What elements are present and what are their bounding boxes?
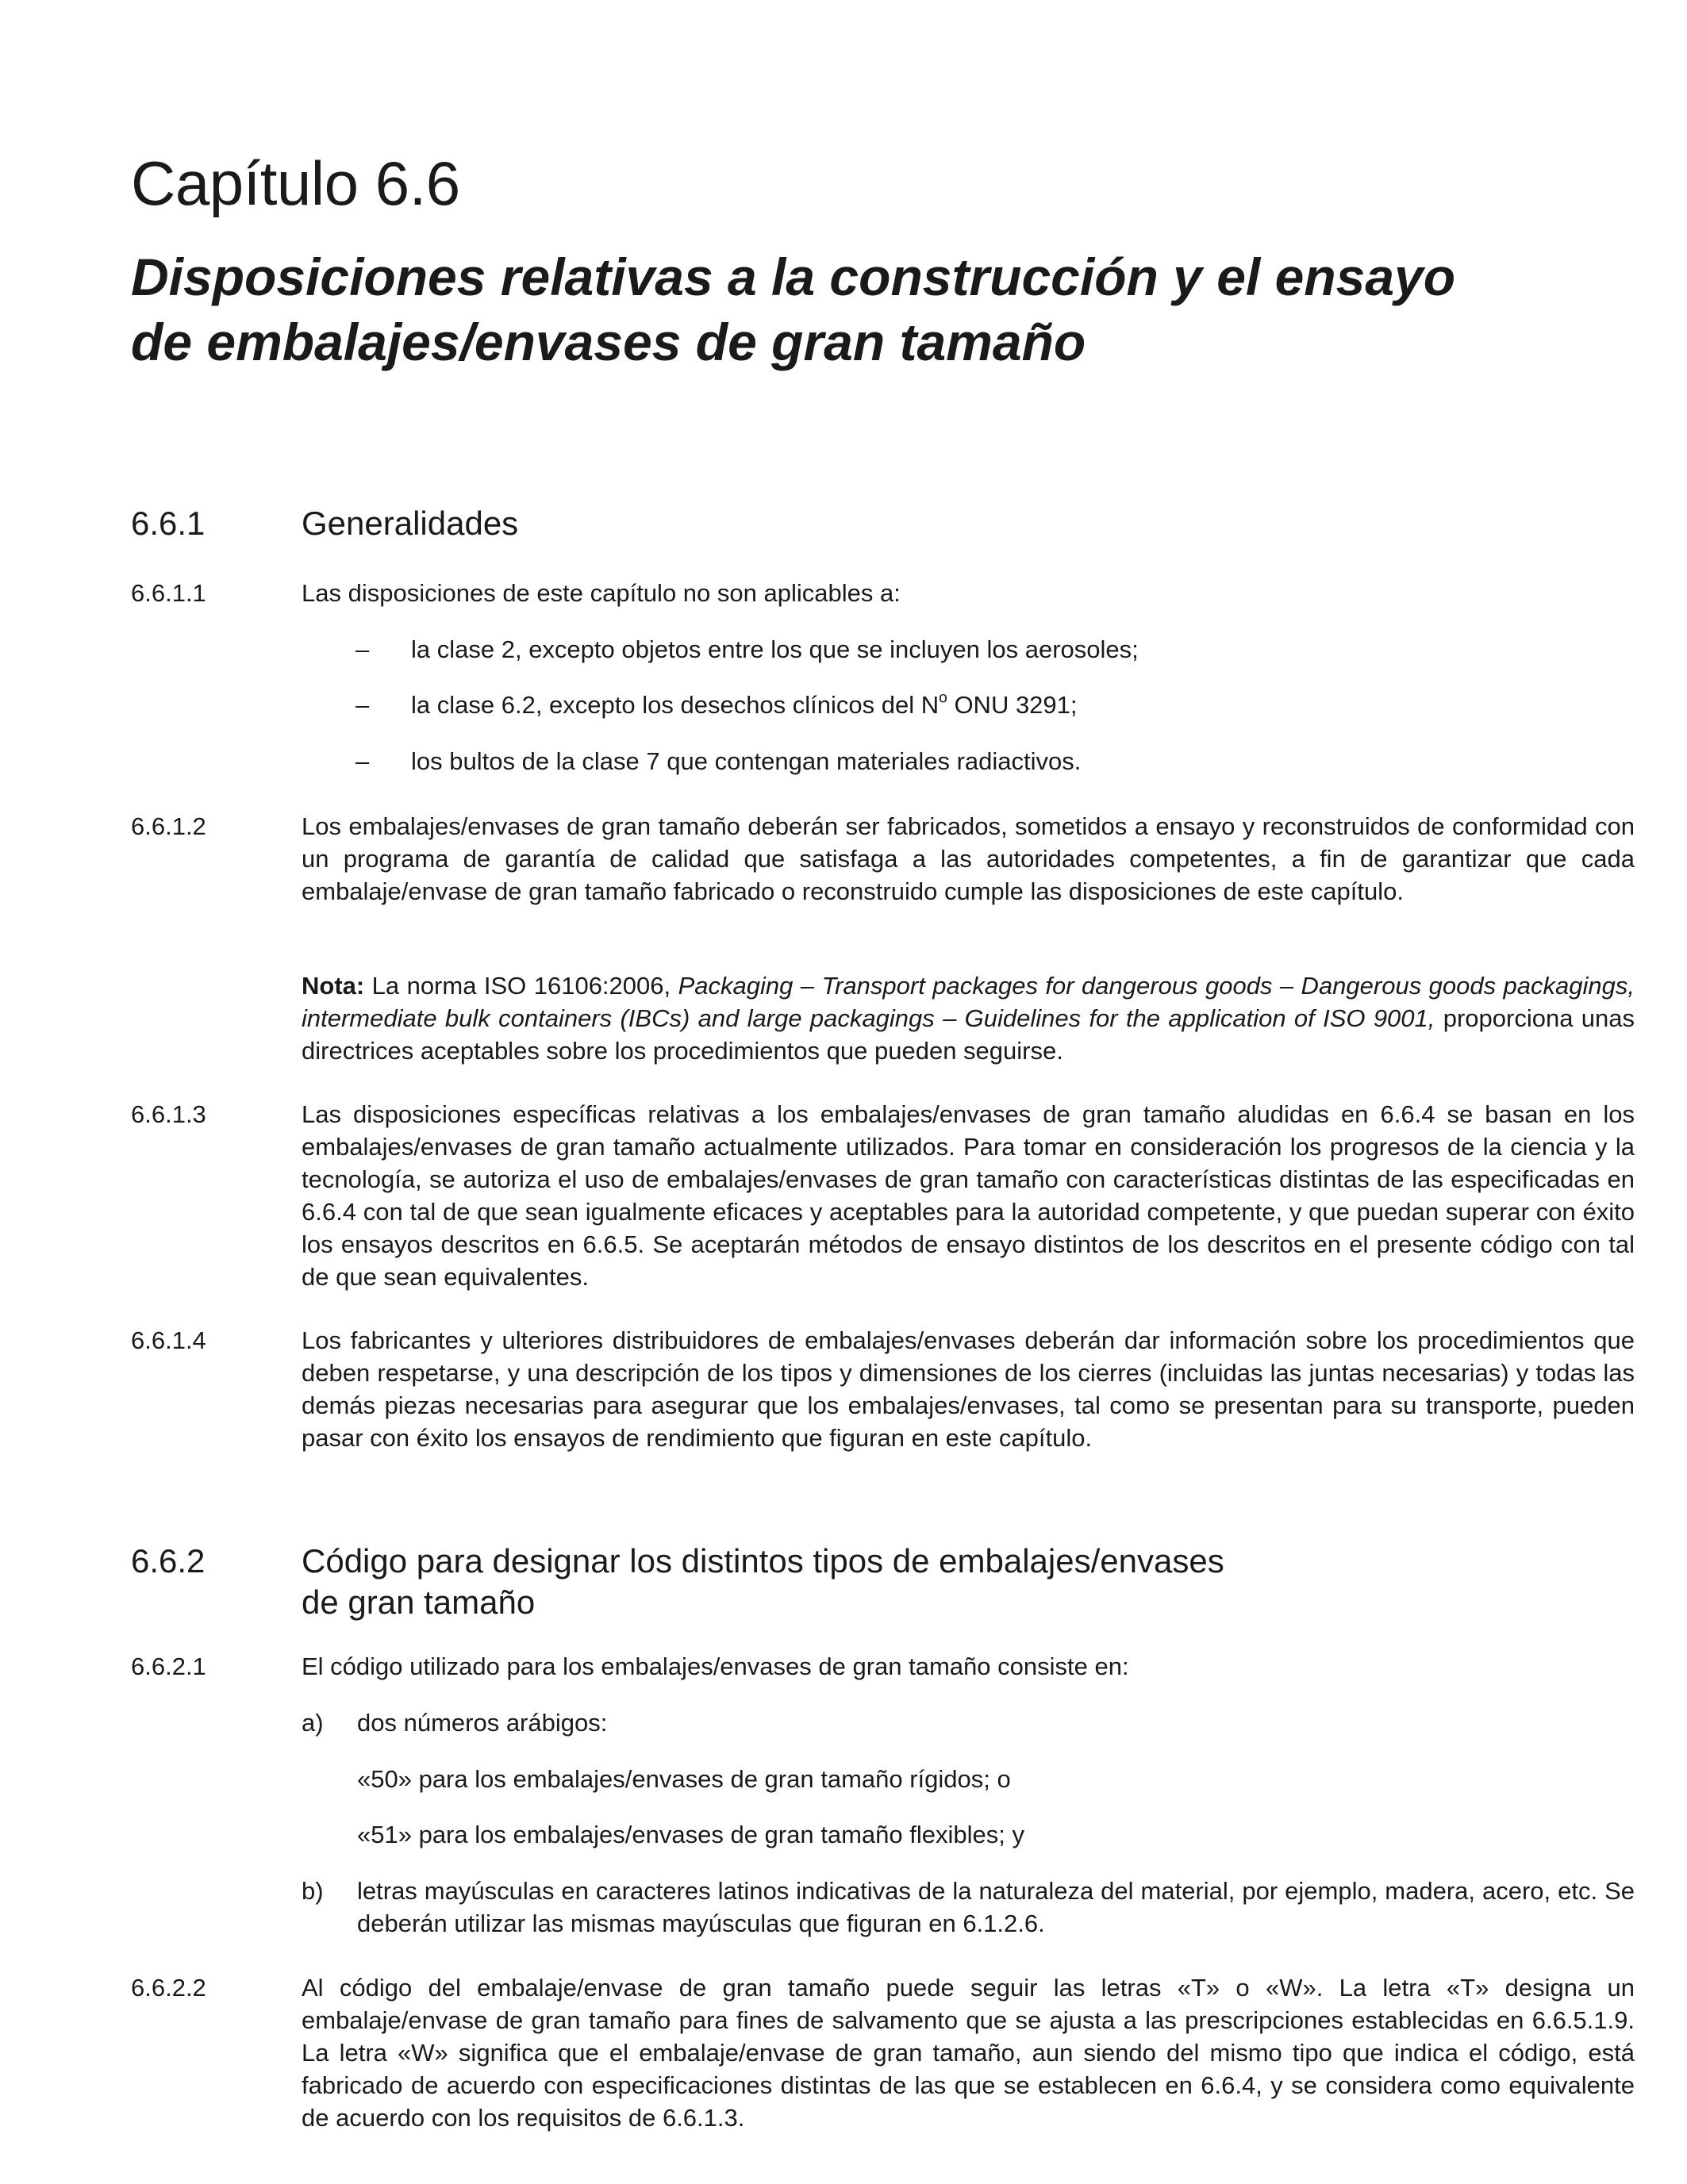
bullet-dash: –	[355, 635, 370, 663]
code-item-50: «50» para los embalajes/envases de gran tamaño rígidos; o	[357, 1765, 1011, 1793]
paragraph-number: 6.6.2.1	[131, 1652, 206, 1680]
paragraph-6-6-1-3	[131, 1098, 1635, 1293]
paragraph-number: 6.6.1.2	[131, 812, 206, 840]
paragraph-6-6-1-2	[131, 810, 1635, 908]
list-item-a	[302, 1706, 1635, 1739]
paragraph-number: 6.6.2.2	[131, 1974, 206, 2002]
list-item-b	[302, 1875, 1635, 1940]
bullet-dash: –	[355, 747, 370, 775]
section-title-line-2: de gran tamaño	[302, 1583, 536, 1621]
paragraph-text: Las disposiciones de este capítulo no son aplicables a:	[302, 579, 901, 607]
paragraph-6-6-2-1	[131, 1650, 1635, 1683]
list-item-text: dos números arábigos:	[357, 1709, 608, 1737]
note-text: La norma ISO 16106:2006,	[364, 972, 678, 1000]
note-text-end: proporciona unas directrices aceptables sobre los procedimientos que pueden seguirse.	[302, 1004, 1635, 1065]
list-item-text: los bultos de la clase 7 que contengan materiales radiactivos.	[411, 747, 1082, 775]
paragraph-text: Al código del embalaje/envase de gran tamaño puede seguir las letras «T» o «W». La letra «T» designa un embalaje/envase de gran tamaño para fines de salvamento que se ajusta a las prescripciones establecidas en 6.6.5.1.9. La letra «W» significa que el embalaje/envase de gran tamaño, aun siendo del mismo tipo que indica el código, está fabricado de acuerdo con especificaciones distintas de las que se establecen en 6.6.4, y se considera como equivalente de acuerdo con los requisitos de 6.6.1.3.	[302, 1974, 1635, 2132]
section-number: 6.6.1	[131, 505, 206, 542]
paragraph-text: Los embalajes/envases de gran tamaño deberán ser fabricados, sometidos a ensayo y reconstruidos de conformidad con un programa de garantía de calidad que satisfaga a las autoridades competentes, a fin de garantizar que cada embalaje/envase de gran tamaño fabricado o reconstruido cumple las disposiciones de este capítulo.	[302, 812, 1635, 905]
note	[302, 969, 1635, 1067]
chapter-subtitle-line-1: Disposiciones relativas a la construcción y el ensayo	[131, 248, 1456, 306]
section-number: 6.6.2	[131, 1542, 206, 1579]
list-item-text-after: ONU 3291;	[947, 691, 1078, 719]
section-title-line-1: Código para designar los distintos tipos de embalajes/envases	[302, 1542, 1224, 1579]
paragraph-number: 6.6.1.3	[131, 1100, 206, 1128]
list-letter: b)	[302, 1877, 324, 1905]
code-item-51: «51» para los embalajes/envases de gran tamaño flexibles; y	[357, 1821, 1024, 1848]
paragraph-text: Las disposiciones específicas relativas a los embalajes/envases de gran tamaño aludidas en 6.6.4 se basan en los embalajes/envases de gran tamaño actualmente utilizados. Para tomar en consideración los progresos de la ciencia y la tecnología, se autoriza el uso de embalajes/envases de gran tamaño con características distintas de las especificadas en 6.6.4 con tal de que sean igualmente eficaces y aceptables para la autoridad competente, y que puedan superar con éxito los ensayos descritos en 6.6.5. Se aceptarán métodos de ensayo distintos de los descritos en el presente código con tal de que sean equivalentes.	[302, 1100, 1635, 1291]
paragraph-6-6-1-4	[131, 1324, 1635, 1454]
note-standard-title: Packaging – Transport packages for dangerous goods – Dangerous goods packagings, intermediate bulk containers (IBCs) and large packagings – Guidelines for the application of ISO 9001,	[302, 972, 1635, 1032]
chapter-subtitle	[131, 244, 1639, 374]
paragraph-text: Los fabricantes y ulteriores distribuidores de embalajes/envases deberán dar información sobre los procedimientos que deben respetarse, y una descripción de los tipos y dimensiones de los cierres (incluidas las juntas necesarias) y todas las demás piezas necesarias para asegurar que los embalajes/envases, tal como se presentan para su transporte, pueden pasar con éxito los ensayos de rendimiento que figuran en este capítulo.	[302, 1326, 1635, 1452]
chapter-title: Capítulo 6.6	[131, 148, 460, 218]
chapter-subtitle-line-2: de embalajes/envases de gran tamaño	[131, 313, 1086, 371]
paragraph-6-6-1-1	[131, 577, 1635, 609]
superscript-o: o	[939, 689, 947, 707]
list-item-text-before: la clase 6.2, excepto los desechos clínicos del N	[411, 691, 940, 719]
paragraph-text: El código utilizado para los embalajes/envases de gran tamaño consiste en:	[302, 1652, 1129, 1680]
note-label: Nota:	[302, 972, 365, 1000]
list-item-text: la clase 2, excepto objetos entre los que se incluyen los aerosoles;	[411, 635, 1139, 663]
paragraph-number: 6.6.1.1	[131, 579, 206, 607]
list-item-text	[411, 689, 1078, 721]
list-letter: a)	[302, 1709, 324, 1737]
paragraph-number: 6.6.1.4	[131, 1326, 206, 1354]
list-item-text: letras mayúsculas en caracteres latinos indicativas de la naturaleza del material, por ejemplo, madera, acero, etc. Se deberán utilizar las mismas mayúsculas que figuran en 6.1.2.6.	[357, 1877, 1635, 1937]
bullet-dash: –	[355, 691, 370, 719]
section-title: Generalidades	[302, 505, 519, 542]
paragraph-6-6-2-2	[131, 1971, 1635, 2134]
section-title	[302, 1541, 1224, 1623]
